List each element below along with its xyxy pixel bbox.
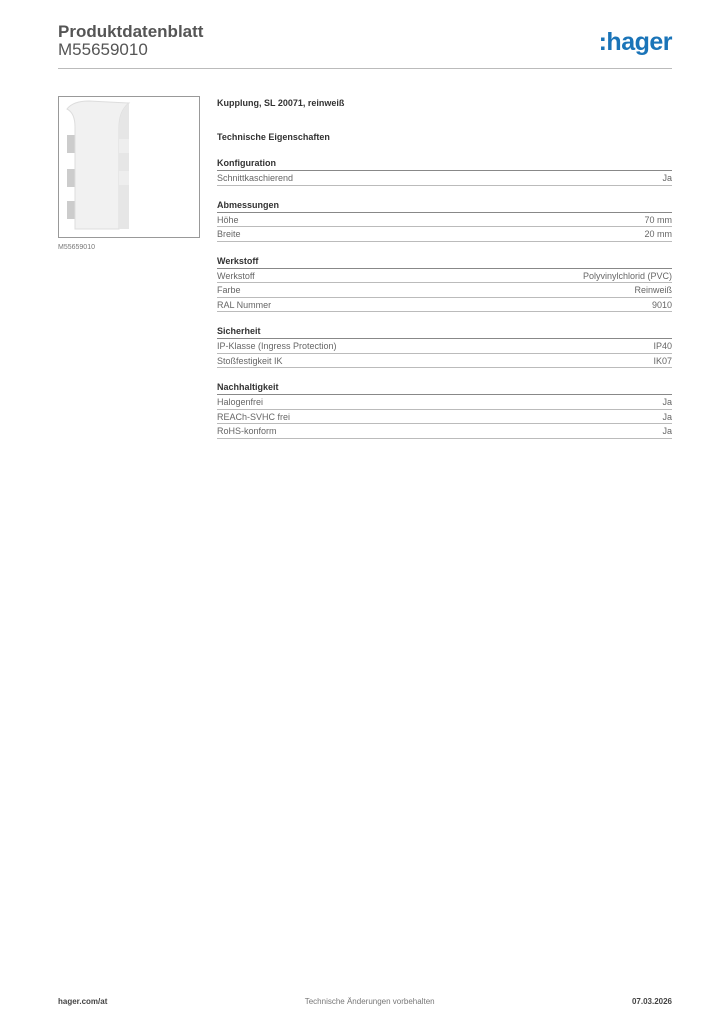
spec-label: Farbe [217, 285, 241, 295]
spec-row [217, 354, 672, 369]
section-sicherheit [217, 324, 672, 368]
section-werkstoff [217, 254, 672, 313]
spec-label: RoHS-konform [217, 426, 277, 436]
footer [58, 997, 672, 1006]
spec-label: Stoßfestigkeit IK [217, 355, 283, 366]
footer-date: 07.03.2026 [631, 997, 672, 1006]
section-title: Nachhaltigkeit [217, 380, 672, 395]
spec-label: RAL Nummer [217, 299, 272, 310]
product-name: Kupplung, SL 20071, reinweiß [217, 98, 345, 108]
section-konfiguration [217, 156, 672, 186]
spec-value: 20 mm [644, 229, 672, 239]
footer-note: Technische Änderungen vorbehalten [304, 997, 435, 1006]
tech-heading: Technische Eigenschaften [217, 132, 330, 142]
hager-logo: :hager [598, 28, 672, 56]
spec-row [217, 269, 672, 284]
spec-label: IP-Klasse (Ingress Protection) [217, 341, 337, 351]
section-nachhaltigkeit [217, 380, 672, 439]
image-caption: M55659010 [58, 244, 95, 251]
spec-value: Ja [662, 397, 672, 407]
spec-row [217, 171, 672, 186]
section-abmessungen [217, 198, 672, 242]
spec-value: 70 mm [644, 214, 672, 225]
product-image [58, 96, 200, 238]
spec-value: Ja [662, 411, 672, 422]
coupling-illustration [59, 97, 199, 237]
spec-row [217, 283, 672, 298]
spec-value: 9010 [651, 299, 672, 310]
page-title: Produktdatenblatt [58, 22, 204, 41]
spec-label: Höhe [217, 214, 239, 225]
spec-row [217, 298, 672, 313]
footer-website[interactable]: hager.com/at [58, 997, 108, 1006]
spec-label: Breite [217, 229, 241, 239]
spec-label: Schnittkaschierend [217, 173, 294, 183]
spec-row [217, 395, 672, 410]
spec-value: IK07 [653, 355, 672, 366]
section-title: Sicherheit [217, 324, 672, 339]
spec-label: Werkstoff [217, 270, 255, 281]
spec-row [217, 213, 672, 228]
spec-label: REACh-SVHC frei [217, 411, 291, 422]
spec-value: Reinweiß [634, 285, 672, 295]
article-number: M55659010 [58, 40, 148, 59]
spec-row [217, 410, 672, 425]
spec-value: IP40 [653, 341, 672, 351]
spec-row [217, 424, 672, 439]
spec-value: Ja [662, 173, 672, 183]
spec-row [217, 227, 672, 242]
spec-row [217, 339, 672, 354]
header-divider [58, 68, 672, 69]
section-title: Abmessungen [217, 198, 672, 213]
section-title: Werkstoff [217, 254, 672, 269]
spec-label: Halogenfrei [217, 397, 264, 407]
section-title: Konfiguration [217, 156, 672, 171]
product-details [217, 96, 672, 439]
spec-value: Ja [662, 426, 672, 436]
spec-value: Polyvinylchlorid (PVC) [582, 270, 672, 281]
